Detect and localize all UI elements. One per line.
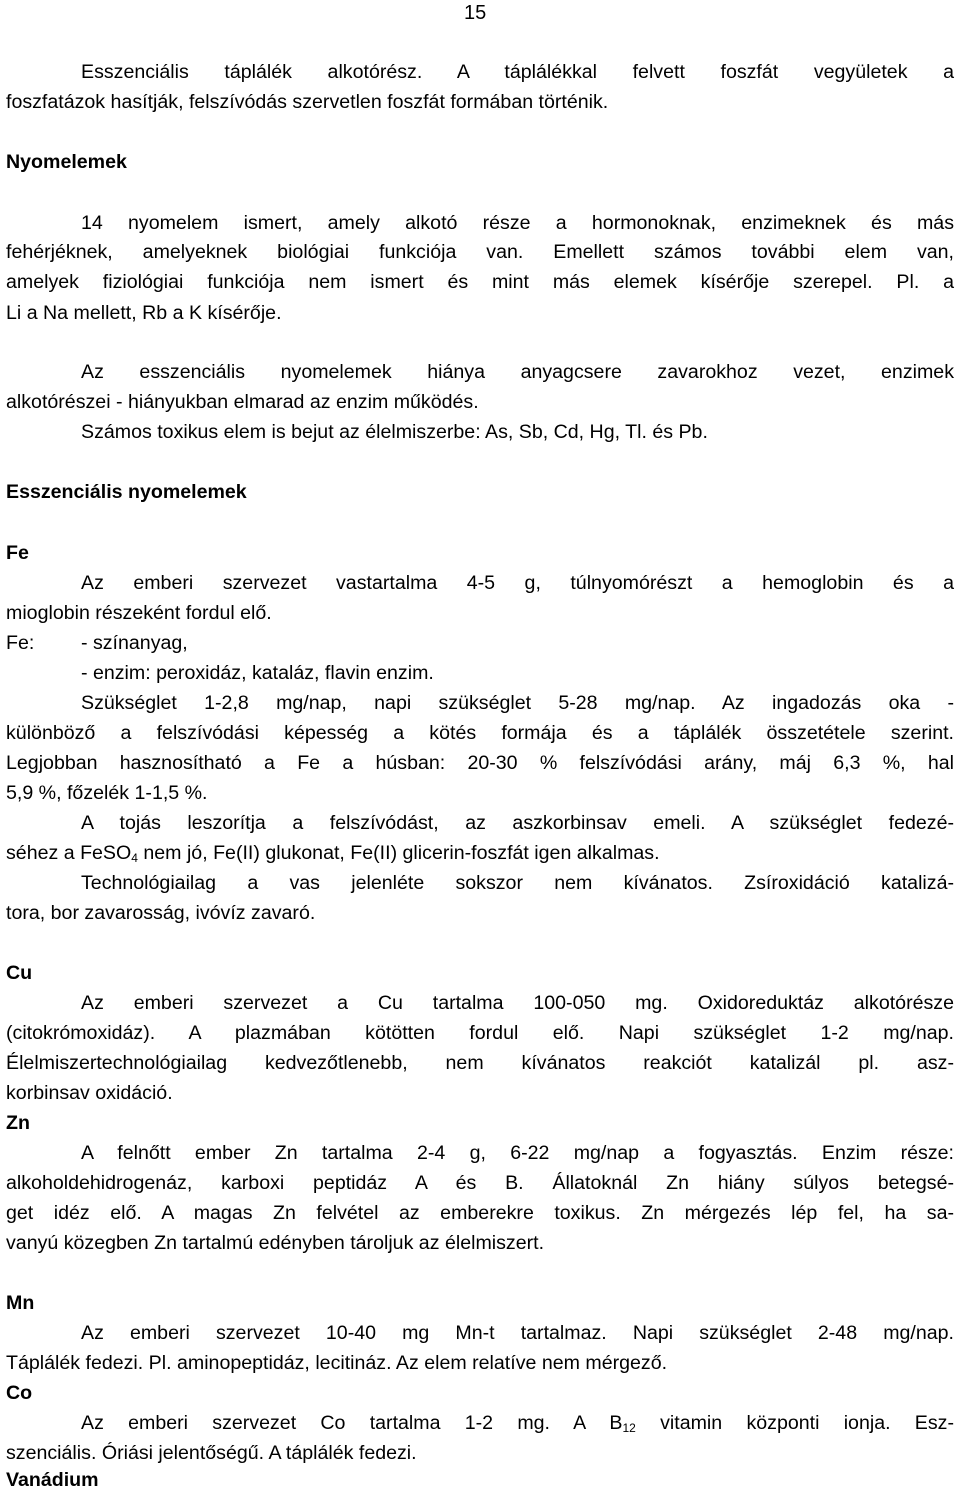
body-text-line: amelyek fiziológiai funkciója nem ismert és mint más elemek kísérője szerepel. Pl. a: [6, 271, 954, 293]
element-heading-co: Co: [6, 1382, 33, 1404]
body-text-line: Az emberi szervezet 10-40 mg Mn-t tartalmaz. Napi szükséglet 2-48 mg/nap.: [81, 1322, 954, 1344]
body-text-line: 5,9 %, főzelék 1-1,5 %.: [6, 782, 208, 804]
body-text-line: alkoholdehidrogenáz, karboxi peptidáz A és B. Állatoknál Zn hiány súlyos betegsé-: [6, 1172, 954, 1194]
body-text-line: alkotórészei - hiányukban elmarad az enzim működés.: [6, 391, 479, 413]
body-text-line: Esszenciális táplálék alkotórész. A táplálékkal felvett foszfát vegyületek a: [81, 61, 954, 83]
body-text-line: (citokrómoxidáz). A plazmában kötötten fordul elő. Napi szükséglet 1-2 mg/nap.: [6, 1022, 954, 1044]
text-fragment: vitamin központi ionja. Esz-: [635, 1412, 954, 1434]
body-text-line: Az emberi szervezet vastartalma 4-5 g, túlnyomórészt a hemoglobin és a: [81, 572, 954, 594]
body-text-line: mioglobin részeként fordul elő.: [6, 602, 272, 624]
body-text-line: tora, bor zavarosság, ivóvíz zavaró.: [6, 902, 316, 924]
body-text-line: Legjobban hasznosítható a Fe a húsban: 20-30 % felszívódási arány, máj 6,3 %, hal: [6, 752, 954, 774]
element-heading-cu: Cu: [6, 962, 33, 984]
section-heading: Esszenciális nyomelemek: [6, 481, 247, 503]
element-heading-mn: Mn: [6, 1292, 35, 1314]
body-text-line: Az emberi szervezet a Cu tartalma 100-050 mg. Oxidoreduktáz alkotórésze: [81, 992, 954, 1014]
subscript: 4: [131, 851, 138, 865]
text-fragment: séhez a FeSO: [6, 842, 132, 864]
body-text-line: foszfatázok hasítják, felszívódás szervetlen foszfát formában történik.: [6, 91, 609, 113]
fe-roles-line: [6, 631, 954, 655]
body-text-line: get idéz elő. A magas Zn felvétel az emberekre toxikus. Zn mérgezés lép fel, ha sa-: [6, 1202, 954, 1224]
body-text-line: Szükséglet 1-2,8 mg/nap, napi szükséglet 5-28 mg/nap. Az ingadozás oka -: [81, 692, 954, 714]
body-text-line: Technológiailag a vas jelenléte sokszor nem kívánatos. Zsíroxidáció katalizá-: [81, 872, 954, 894]
body-text-line: [6, 841, 954, 865]
body-text-line: Táplálék fedezi. Pl. aminopeptidáz, lecitináz. Az elem relatíve nem mérgező.: [6, 1352, 668, 1374]
body-text-line: Az esszenciális nyomelemek hiánya anyagcsere zavarokhoz vezet, enzimek: [81, 361, 954, 383]
body-text-line: vanyú közegben Zn tartalmú edényben tároljuk az élelmiszert.: [6, 1232, 545, 1254]
body-text-line: 14 nyomelem ismert, amely alkotó része a hormonoknak, enzimeknek és más: [81, 212, 954, 234]
body-text-line: szenciális. Óriási jelentőségű. A táplálék fedezi.: [6, 1442, 417, 1464]
element-heading-vanadium: Vanádium: [6, 1469, 99, 1491]
role-item: - színanyag,: [81, 632, 188, 654]
element-heading-fe: Fe: [6, 542, 29, 564]
subscript: 12: [622, 1421, 636, 1435]
page-number: 15: [464, 2, 487, 24]
body-text-line: fehérjéknek, amelyeknek biológiai funkciója van. Emellett számos további elem van,: [6, 241, 954, 263]
body-text-line: A tojás leszorítja a felszívódást, az aszkorbinsav emeli. A szükséglet fedezé-: [81, 812, 954, 834]
fe-label: Fe:: [6, 632, 35, 654]
body-text-line: különböző a felszívódási képesség a kötés formája és a táplálék összetétele szerint.: [6, 722, 954, 744]
section-heading: Nyomelemek: [6, 151, 127, 173]
element-heading-zn: Zn: [6, 1112, 30, 1134]
body-text-line: korbinsav oxidáció.: [6, 1082, 173, 1104]
body-text-line: [81, 1411, 954, 1435]
text-fragment: nem jó, Fe(II) glukonat, Fe(II) glicerin-foszfát igen alkalmas.: [137, 842, 660, 864]
body-text-line: Számos toxikus elem is bejut az élelmiszerbe: As, Sb, Cd, Hg, Tl. és Pb.: [81, 421, 708, 443]
body-text-line: A felnőtt ember Zn tartalma 2-4 g, 6-22 mg/nap a fogyasztás. Enzim része:: [81, 1142, 954, 1164]
text-fragment: Az emberi szervezet Co tartalma 1-2 mg. A B: [81, 1412, 623, 1434]
role-item: - enzim: peroxidáz, kataláz, flavin enzim.: [81, 662, 434, 684]
body-text-line: Élelmiszertechnológiailag kedvezőtlenebb, nem kívánatos reakciót katalizál pl. asz-: [6, 1052, 954, 1074]
body-text-line: Li a Na mellett, Rb a K kísérője.: [6, 302, 282, 324]
